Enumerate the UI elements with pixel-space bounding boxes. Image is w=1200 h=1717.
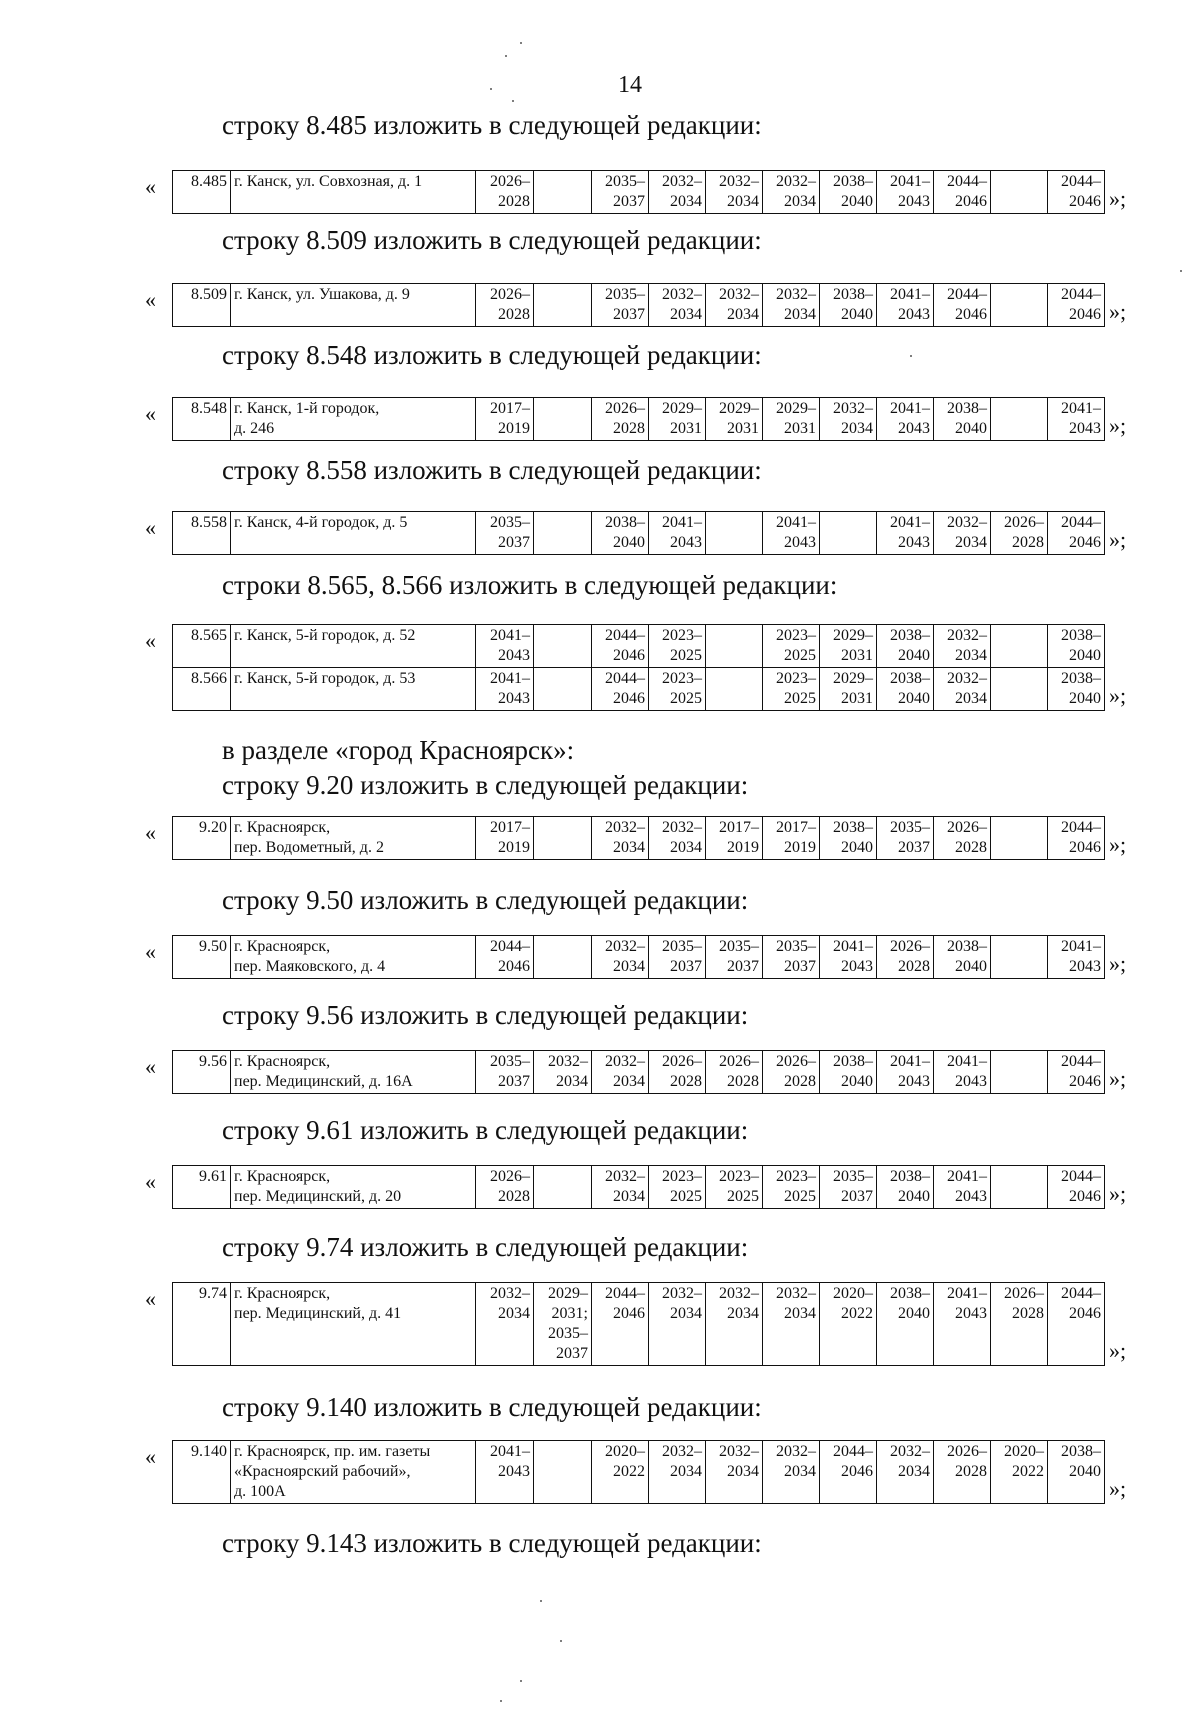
year-range-cell: 2026– 2028	[934, 817, 991, 860]
year-range-cell: 2032– 2034	[649, 1283, 706, 1366]
year-range-cell	[706, 512, 763, 555]
year-range-cell: 2035– 2037	[476, 512, 534, 555]
year-range-cell: 2032– 2034	[592, 936, 649, 979]
year-range-cell: 2026– 2028	[991, 512, 1048, 555]
year-range-cell: 2035– 2037	[877, 817, 934, 860]
year-range-cell: 2035– 2037	[820, 1166, 877, 1209]
year-range-cell: 2032– 2034	[706, 284, 763, 327]
year-range-cell: 2032– 2034	[763, 1441, 820, 1504]
section-heading: строку 8.558 изложить в следующей редакции:	[222, 455, 762, 485]
address-cell: г. Красноярск, пр. им. газеты «Красноярский рабочий», д. 100А	[231, 1441, 476, 1504]
year-range-cell: 2026– 2028	[476, 171, 534, 214]
year-range-cell: 2038– 2040	[934, 936, 991, 979]
year-range-cell: 2032– 2034	[763, 171, 820, 214]
year-range-cell: 2032– 2034	[534, 1051, 592, 1094]
year-range-cell: 2038– 2040	[1048, 668, 1105, 711]
quote-close-mark: »;	[1109, 299, 1127, 324]
amendment-table	[172, 1050, 1105, 1094]
row-number-cell: 9.74	[173, 1283, 231, 1366]
year-range-cell: 2038– 2040	[820, 1051, 877, 1094]
year-range-cell: 2041– 2043	[877, 398, 934, 441]
year-range-cell: 2023– 2025	[649, 1166, 706, 1209]
year-range-cell: 2026– 2028	[991, 1283, 1048, 1366]
year-range-cell: 2044– 2046	[1048, 1283, 1105, 1366]
quote-close-mark: »;	[1109, 1338, 1127, 1363]
year-range-cell: 2041– 2043	[934, 1051, 991, 1094]
year-range-cell: 2032– 2034	[592, 817, 649, 860]
quote-close-mark: »;	[1109, 683, 1127, 708]
quote-open-mark: «	[145, 174, 156, 199]
section-heading: строку 9.74 изложить в следующей редакции:	[222, 1232, 749, 1262]
scan-speck	[500, 1700, 502, 1702]
section-heading: строку 9.50 изложить в следующей редакции:	[222, 885, 749, 915]
year-range-cell: 2044– 2046	[934, 284, 991, 327]
table-row	[173, 171, 1105, 214]
table-row	[173, 1283, 1105, 1366]
year-range-cell	[534, 1166, 592, 1209]
address-cell: г. Канск, ул. Ушакова, д. 9	[231, 284, 476, 327]
year-range-cell: 2032– 2034	[934, 625, 991, 668]
year-range-cell: 2032– 2034	[592, 1166, 649, 1209]
table-row	[173, 512, 1105, 555]
year-range-cell: 2026– 2028	[476, 1166, 534, 1209]
year-range-cell	[534, 817, 592, 860]
year-range-cell: 2029– 2031	[649, 398, 706, 441]
amendment-table	[172, 511, 1105, 555]
year-range-cell: 2038– 2040	[877, 668, 934, 711]
year-range-cell: 2023– 2025	[763, 1166, 820, 1209]
quote-open-mark: «	[145, 939, 156, 964]
year-range-cell: 2044– 2046	[934, 171, 991, 214]
year-range-cell: 2038– 2040	[877, 1283, 934, 1366]
year-range-cell: 2041– 2043	[476, 1441, 534, 1504]
year-range-cell	[534, 625, 592, 668]
year-range-cell: 2029– 2031	[820, 625, 877, 668]
year-range-cell: 2035– 2037	[592, 171, 649, 214]
address-cell: г. Канск, 5-й городок, д. 53	[231, 668, 476, 711]
year-range-cell	[706, 625, 763, 668]
section-heading: строку 9.56 изложить в следующей редакции:	[222, 1000, 749, 1030]
year-range-cell	[991, 936, 1048, 979]
year-range-cell: 2041– 2043	[934, 1166, 991, 1209]
quote-open-mark: «	[145, 515, 156, 540]
year-range-cell: 2023– 2025	[649, 625, 706, 668]
year-range-cell: 2038– 2040	[1048, 625, 1105, 668]
year-range-cell	[991, 1051, 1048, 1094]
year-range-cell: 2041– 2043	[877, 1051, 934, 1094]
year-range-cell: 2038– 2040	[934, 398, 991, 441]
amendment-table	[172, 1282, 1105, 1366]
year-range-cell: 2026– 2028	[592, 398, 649, 441]
year-range-cell: 2035– 2037	[763, 936, 820, 979]
page-number: 14	[618, 72, 642, 98]
year-range-cell: 2020– 2022	[820, 1283, 877, 1366]
row-number-cell: 8.509	[173, 284, 231, 327]
year-range-cell: 2041– 2043	[649, 512, 706, 555]
year-range-cell: 2032– 2034	[649, 284, 706, 327]
year-range-cell: 2029– 2031	[820, 668, 877, 711]
row-number-cell: 9.140	[173, 1441, 231, 1504]
quote-open-mark: «	[145, 287, 156, 312]
scan-speck	[910, 355, 912, 357]
amendment-table	[172, 1440, 1105, 1504]
year-range-cell: 2041– 2043	[877, 512, 934, 555]
address-cell: г. Канск, 1-й городок, д. 246	[231, 398, 476, 441]
year-range-cell: 2020– 2022	[592, 1441, 649, 1504]
table-row	[173, 936, 1105, 979]
quote-open-mark: «	[145, 1286, 156, 1311]
year-range-cell: 2032– 2034	[476, 1283, 534, 1366]
year-range-cell: 2029– 2031	[706, 398, 763, 441]
section-pre-heading: в разделе «город Красноярск»:	[222, 735, 575, 765]
year-range-cell: 2026– 2028	[763, 1051, 820, 1094]
year-range-cell: 2023– 2025	[763, 668, 820, 711]
year-range-cell: 2041– 2043	[1048, 398, 1105, 441]
year-range-cell: 2020– 2022	[991, 1441, 1048, 1504]
year-range-cell: 2041– 2043	[763, 512, 820, 555]
scan-speck	[1180, 270, 1182, 272]
quote-open-mark: «	[145, 401, 156, 426]
year-range-cell: 2032– 2034	[763, 284, 820, 327]
row-number-cell: 8.566	[173, 668, 231, 711]
scan-speck	[490, 88, 492, 90]
section-heading: строку 8.548 изложить в следующей редакции:	[222, 340, 762, 370]
year-range-cell: 2032– 2034	[706, 1283, 763, 1366]
scan-speck	[520, 1680, 522, 1682]
quote-close-mark: »;	[1109, 1476, 1127, 1501]
address-cell: г. Канск, ул. Совхозная, д. 1	[231, 171, 476, 214]
table-row	[173, 668, 1105, 711]
quote-close-mark: »;	[1109, 1066, 1127, 1091]
year-range-cell: 2035– 2037	[592, 284, 649, 327]
row-number-cell: 8.558	[173, 512, 231, 555]
year-range-cell: 2035– 2037	[476, 1051, 534, 1094]
row-number-cell: 8.548	[173, 398, 231, 441]
year-range-cell: 2026– 2028	[706, 1051, 763, 1094]
year-range-cell	[706, 668, 763, 711]
year-range-cell: 2023– 2025	[649, 668, 706, 711]
section-heading: строку 8.485 изложить в следующей редакции:	[222, 110, 762, 140]
year-range-cell	[991, 284, 1048, 327]
year-range-cell: 2029– 2031; 2035– 2037	[534, 1283, 592, 1366]
year-range-cell	[534, 512, 592, 555]
amendment-table	[172, 1165, 1105, 1209]
year-range-cell: 2032– 2034	[820, 398, 877, 441]
year-range-cell	[991, 668, 1048, 711]
section-heading: строку 9.20 изложить в следующей редакции:	[222, 770, 749, 800]
year-range-cell: 2032– 2034	[592, 1051, 649, 1094]
year-range-cell	[991, 1166, 1048, 1209]
scan-speck	[540, 1600, 542, 1602]
year-range-cell: 2032– 2034	[706, 1441, 763, 1504]
year-range-cell: 2032– 2034	[763, 1283, 820, 1366]
year-range-cell	[991, 625, 1048, 668]
year-range-cell: 2032– 2034	[649, 171, 706, 214]
year-range-cell: 2038– 2040	[1048, 1441, 1105, 1504]
amendment-table	[172, 935, 1105, 979]
year-range-cell: 2044– 2046	[476, 936, 534, 979]
address-cell: г. Красноярск, пер. Медицинский, д. 41	[231, 1283, 476, 1366]
scan-speck	[512, 100, 514, 102]
table-row	[173, 1441, 1105, 1504]
amendment-table	[172, 816, 1105, 860]
year-range-cell: 2038– 2040	[820, 817, 877, 860]
quote-close-mark: »;	[1109, 1181, 1127, 1206]
year-range-cell	[534, 668, 592, 711]
year-range-cell: 2029– 2031	[763, 398, 820, 441]
year-range-cell: 2044– 2046	[592, 625, 649, 668]
year-range-cell: 2041– 2043	[1048, 936, 1105, 979]
row-number-cell: 9.20	[173, 817, 231, 860]
year-range-cell	[991, 171, 1048, 214]
year-range-cell: 2044– 2046	[592, 668, 649, 711]
amendment-table	[172, 397, 1105, 441]
year-range-cell: 2041– 2043	[476, 668, 534, 711]
year-range-cell: 2017– 2019	[763, 817, 820, 860]
quote-open-mark: «	[145, 820, 156, 845]
year-range-cell: 2032– 2034	[934, 512, 991, 555]
year-range-cell	[534, 284, 592, 327]
table-row	[173, 817, 1105, 860]
year-range-cell	[991, 398, 1048, 441]
year-range-cell: 2038– 2040	[877, 1166, 934, 1209]
row-number-cell: 9.61	[173, 1166, 231, 1209]
year-range-cell: 2023– 2025	[706, 1166, 763, 1209]
year-range-cell: 2041– 2043	[934, 1283, 991, 1366]
year-range-cell: 2032– 2034	[706, 171, 763, 214]
section-heading: строку 9.61 изложить в следующей редакции:	[222, 1115, 749, 1145]
year-range-cell: 2038– 2040	[820, 171, 877, 214]
quote-open-mark: «	[145, 1444, 156, 1469]
table-row	[173, 1166, 1105, 1209]
year-range-cell	[991, 817, 1048, 860]
year-range-cell	[820, 512, 877, 555]
address-cell: г. Красноярск, пер. Медицинский, д. 16А	[231, 1051, 476, 1094]
table-row	[173, 284, 1105, 327]
year-range-cell: 2026– 2028	[649, 1051, 706, 1094]
section-heading: строку 9.140 изложить в следующей редакции:	[222, 1392, 762, 1422]
table-row	[173, 625, 1105, 668]
year-range-cell: 2017– 2019	[476, 817, 534, 860]
year-range-cell: 2038– 2040	[592, 512, 649, 555]
year-range-cell	[534, 1441, 592, 1504]
year-range-cell: 2023– 2025	[763, 625, 820, 668]
address-cell: г. Красноярск, пер. Водометный, д. 2	[231, 817, 476, 860]
quote-open-mark: «	[145, 1054, 156, 1079]
quote-close-mark: »;	[1109, 951, 1127, 976]
quote-open-mark: «	[145, 628, 156, 653]
quote-close-mark: »;	[1109, 527, 1127, 552]
amendment-table	[172, 170, 1105, 214]
address-cell: г. Красноярск, пер. Медицинский, д. 20	[231, 1166, 476, 1209]
amendment-table	[172, 283, 1105, 327]
year-range-cell: 2035– 2037	[706, 936, 763, 979]
year-range-cell: 2026– 2028	[934, 1441, 991, 1504]
year-range-cell: 2044– 2046	[1048, 512, 1105, 555]
quote-close-mark: »;	[1109, 186, 1127, 211]
amendment-table	[172, 624, 1105, 711]
quote-close-mark: »;	[1109, 413, 1127, 438]
year-range-cell: 2044– 2046	[1048, 817, 1105, 860]
year-range-cell: 2032– 2034	[934, 668, 991, 711]
year-range-cell	[534, 936, 592, 979]
year-range-cell: 2032– 2034	[649, 1441, 706, 1504]
quote-open-mark: «	[145, 1169, 156, 1194]
address-cell: г. Красноярск, пер. Маяковского, д. 4	[231, 936, 476, 979]
year-range-cell: 2032– 2034	[877, 1441, 934, 1504]
year-range-cell: 2026– 2028	[476, 284, 534, 327]
table-row	[173, 1051, 1105, 1094]
row-number-cell: 9.56	[173, 1051, 231, 1094]
quote-close-mark: »;	[1109, 832, 1127, 857]
address-cell: г. Канск, 4-й городок, д. 5	[231, 512, 476, 555]
year-range-cell: 2035– 2037	[649, 936, 706, 979]
section-heading: строку 9.143 изложить в следующей редакции:	[222, 1528, 762, 1558]
year-range-cell: 2044– 2046	[820, 1441, 877, 1504]
year-range-cell: 2026– 2028	[877, 936, 934, 979]
year-range-cell: 2044– 2046	[1048, 171, 1105, 214]
year-range-cell: 2041– 2043	[820, 936, 877, 979]
year-range-cell	[534, 398, 592, 441]
year-range-cell: 2041– 2043	[877, 284, 934, 327]
year-range-cell: 2041– 2043	[877, 171, 934, 214]
year-range-cell: 2044– 2046	[1048, 284, 1105, 327]
address-cell: г. Канск, 5-й городок, д. 52	[231, 625, 476, 668]
row-number-cell: 8.565	[173, 625, 231, 668]
year-range-cell: 2044– 2046	[1048, 1166, 1105, 1209]
scan-speck	[560, 1640, 562, 1642]
table-row	[173, 398, 1105, 441]
year-range-cell: 2038– 2040	[877, 625, 934, 668]
year-range-cell: 2017– 2019	[476, 398, 534, 441]
row-number-cell: 9.50	[173, 936, 231, 979]
year-range-cell: 2038– 2040	[820, 284, 877, 327]
section-heading: строку 8.509 изложить в следующей редакции:	[222, 225, 762, 255]
section-heading: строки 8.565, 8.566 изложить в следующей редакции:	[222, 570, 838, 600]
year-range-cell: 2017– 2019	[706, 817, 763, 860]
row-number-cell: 8.485	[173, 171, 231, 214]
year-range-cell: 2044– 2046	[1048, 1051, 1105, 1094]
year-range-cell: 2032– 2034	[649, 817, 706, 860]
scan-speck	[520, 42, 522, 44]
scan-speck	[505, 55, 507, 57]
year-range-cell: 2044– 2046	[592, 1283, 649, 1366]
year-range-cell	[534, 171, 592, 214]
year-range-cell: 2041– 2043	[476, 625, 534, 668]
